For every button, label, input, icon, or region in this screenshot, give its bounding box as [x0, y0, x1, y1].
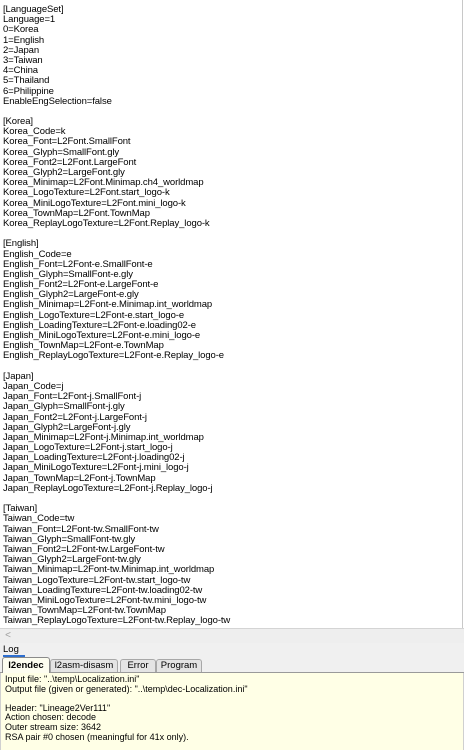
editor-line: Taiwan_ReplayLogoTexture=L2Font-tw.Replay_logo-tw [3, 615, 231, 627]
log-line: Outer stream size: 3642 [5, 721, 102, 732]
editor-line: Japan_TownMap=L2Font-j.TownMap [3, 472, 156, 484]
editor-line: Taiwan_LogoTexture=L2Font-tw.start_logo-tw [3, 574, 191, 586]
editor-line: Korea_Font=L2Font.SmallFont [3, 136, 131, 148]
editor-line: English_Glyph=SmallFont-e.gly [3, 268, 133, 280]
editor-line: English_Font2=L2Font-e.LargeFont-e [3, 279, 159, 291]
log-panel-title: Log [3, 644, 19, 655]
tab-l2asm-disasm[interactable]: l2asm-disasm [50, 659, 118, 672]
editor-line: EnableEngSelection=false [3, 95, 112, 107]
editor-line: [LanguageSet] [3, 4, 64, 15]
editor-line: Japan_MiniLogoTexture=L2Font-j.mini_logo-j [3, 462, 189, 474]
editor-line [3, 229, 462, 239]
editor-line: Korea_Code=k [3, 126, 66, 138]
editor-line: Korea_TownMap=L2Font.TownMap [3, 207, 150, 219]
editor-line: 0=Korea [3, 24, 39, 36]
editor-line: English_Code=e [3, 248, 72, 260]
editor-line: Taiwan_Code=tw [3, 513, 75, 525]
editor-line: Japan_LogoTexture=L2Font-j.start_logo-j [3, 442, 173, 454]
editor-line: Taiwan_Minimap=L2Font-tw.Minimap.int_worldmap [3, 564, 215, 576]
editor-line: Taiwan_Font=L2Font-tw.SmallFont-tw [3, 523, 159, 535]
log-tab-bar [0, 657, 464, 673]
editor-line: English_LogoTexture=L2Font-e.start_logo-e [3, 309, 185, 321]
editor-line: [Japan] [3, 370, 34, 382]
editor-line: 5=Thailand [3, 75, 50, 87]
editor-line: Japan_Glyph=SmallFont-j.gly [3, 401, 125, 413]
log-line: Input file: "..\temp\Localization.ini" [5, 674, 140, 684]
editor-line: 1=English [3, 34, 45, 46]
editor-line: Korea_Font2=L2Font.LargeFont [3, 156, 137, 168]
editor-line: English_Font=L2Font-e.SmallFont-e [3, 258, 153, 270]
editor-line: 2=Japan [3, 44, 40, 56]
editor-line: Taiwan_TownMap=L2Font-tw.TownMap [3, 605, 166, 617]
editor-line: English_MiniLogoTexture=L2Font-e.mini_logo-e [3, 330, 201, 341]
editor-line: Taiwan_Font2=L2Font-tw.LargeFont-tw [3, 543, 165, 555]
editor-line: Japan_LoadingTexture=L2Font-j.loading02-j [3, 452, 185, 464]
editor-line: [English] [3, 238, 39, 250]
editor-line: Taiwan_LoadingTexture=L2Font-tw.loading02-tw [3, 584, 203, 596]
editor-line: Korea_Glyph=SmallFont.gly [3, 146, 120, 158]
editor-line: 4=China [3, 65, 38, 77]
editor-line: Korea_MiniLogoTexture=L2Font.mini_logo-k [3, 197, 186, 209]
editor-line: Korea_ReplayLogoTexture=L2Font.Replay_logo-k [3, 217, 210, 229]
editor-line: Korea_Glyph2=LargeFont.gly [3, 167, 125, 178]
editor-line: 6=Philippine [3, 85, 54, 97]
editor-line: English_ReplayLogoTexture=L2Font-e.Replay_logo-e [3, 350, 224, 362]
editor-line: English_Glyph2=LargeFont-e.gly [3, 289, 139, 301]
editor-line: Japan_Glyph2=LargeFont-j.gly [3, 421, 131, 433]
log-line: Header: "Lineage2Ver111" [5, 702, 111, 713]
log-line: RSA pair #0 chosen (meaningful for 41x only). [5, 731, 189, 742]
editor-line [3, 494, 462, 504]
log-panel [0, 643, 464, 750]
tab-l2endec[interactable]: l2endec [2, 657, 50, 673]
tab-program[interactable]: Program [156, 659, 202, 672]
editor-line: Language=1 [3, 14, 56, 26]
editor-line: Japan_Font=L2Font-j.SmallFont-j [3, 391, 142, 403]
editor-line: Korea_LogoTexture=L2Font.start_logo-k [3, 187, 170, 199]
editor-line: Taiwan_Glyph=SmallFont-tw.gly [3, 533, 136, 545]
editor-line: English_Minimap=L2Font-e.Minimap.int_worldmap [3, 299, 213, 311]
editor-content[interactable] [3, 5, 462, 626]
editor-line: Japan_Minimap=L2Font-j.Minimap.int_worldmap [3, 431, 204, 443]
editor-line: Korea_Minimap=L2Font.Minimap.ch4_worldmap [3, 177, 204, 189]
editor-line [3, 362, 462, 372]
tab-error[interactable]: Error [120, 659, 156, 672]
editor-line: Taiwan_Glyph2=LargeFont-tw.gly [3, 554, 141, 566]
editor-line: Japan_Font2=L2Font-j.LargeFont-j [3, 411, 147, 423]
log-output[interactable] [0, 673, 464, 750]
editor-line: Japan_ReplayLogoTexture=L2Font-j.Replay_logo-j [3, 482, 213, 494]
editor-line: Japan_Code=j [3, 380, 64, 392]
editor-line: [Taiwan] [3, 503, 38, 515]
editor-line: 3=Taiwan [3, 54, 43, 66]
horizontal-scrollbar[interactable] [0, 628, 464, 644]
chevron-left-icon[interactable]: < [5, 630, 11, 641]
editor-line: [Korea] [3, 116, 33, 128]
log-line: Output file (given or generated): "..\temp\dec-Localization.ini" [5, 683, 248, 694]
editor-line: Taiwan_MiniLogoTexture=L2Font-tw.mini_logo-tw [3, 594, 207, 606]
editor-line: English_LoadingTexture=L2Font-e.loading02-e [3, 319, 196, 331]
editor-line [3, 107, 462, 117]
editor-line: English_TownMap=L2Font-e.TownMap [3, 340, 164, 352]
log-line: Action chosen: decode [5, 712, 97, 723]
